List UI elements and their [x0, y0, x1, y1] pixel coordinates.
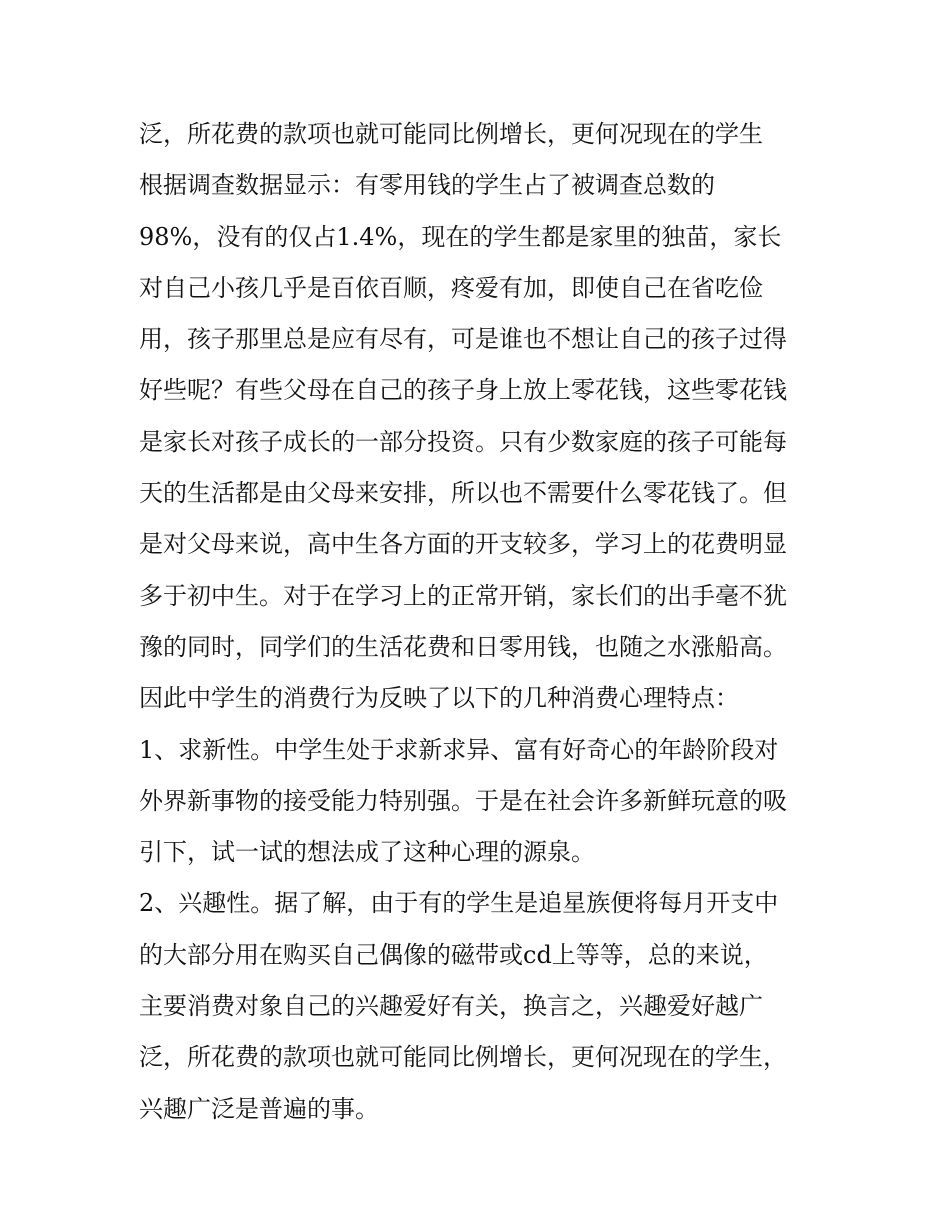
text-line-3: 98%，没有的仅占1.4%，现在的学生都是家里的独苗，家长 [139, 222, 782, 251]
text-line-9: 是对父母来说，高中生各方面的开支较多，学习上的花费明显 [139, 530, 787, 559]
text-line-16: 2、兴趣性。据了解，由于有的学生是追星族便将每月开支中 [139, 889, 779, 918]
text-line-18: 主要消费对象自己的兴趣爱好有关，换言之，兴趣爱好越广 [139, 992, 763, 1021]
text-line-10: 多于初中生。对于在学习上的正常开销，家长们的出手毫不犹 [139, 581, 787, 610]
text-line-2: 根据调查数据显示：有零用钱的学生占了被调查总数的 [139, 171, 715, 200]
text-line-11: 豫的同时，同学们的生活花费和日零用钱，也随之水涨船高。 [139, 632, 787, 661]
text-line-8: 天的生活都是由父母来安排，所以也不需要什么零花钱了。但 [139, 479, 787, 508]
text-line-20: 兴趣广泛是普遍的事。 [139, 1094, 379, 1123]
text-line-12: 因此中学生的消费行为反映了以下的几种消费心理特点： [139, 684, 739, 713]
text-line-19: 泛，所花费的款项也就可能同比例增长，更何况现在的学生， [139, 1043, 787, 1072]
body-text [139, 109, 819, 1135]
text-line-15: 引下，试一试的想法成了这种心理的源泉。 [139, 838, 595, 867]
text-line-5: 用，孩子那里总是应有尽有，可是谁也不想让自己的孩子过得 [139, 325, 787, 354]
text-line-14: 外界新事物的接受能力特别强。于是在社会许多新鲜玩意的吸 [139, 786, 787, 815]
text-line-1: 泛，所花费的款项也就可能同比例增长，更何况现在的学生 [139, 120, 763, 148]
text-line-4: 对自己小孩几乎是百依百顺，疼爱有加，即使自己在省吃俭 [139, 273, 763, 302]
text-line-17: 的大部分用在购买自己偶像的磁带或cd上等等，总的来说， [139, 940, 768, 969]
text-line-6: 好些呢？有些父母在自己的孩子身上放上零花钱，这些零花钱 [139, 376, 787, 405]
text-line-7: 是家长对孩子成长的一部分投资。只有少数家庭的孩子可能每 [139, 427, 787, 456]
text-line-13: 1、求新性。中学生处于求新求异、富有好奇心的年龄阶段对 [139, 735, 779, 764]
